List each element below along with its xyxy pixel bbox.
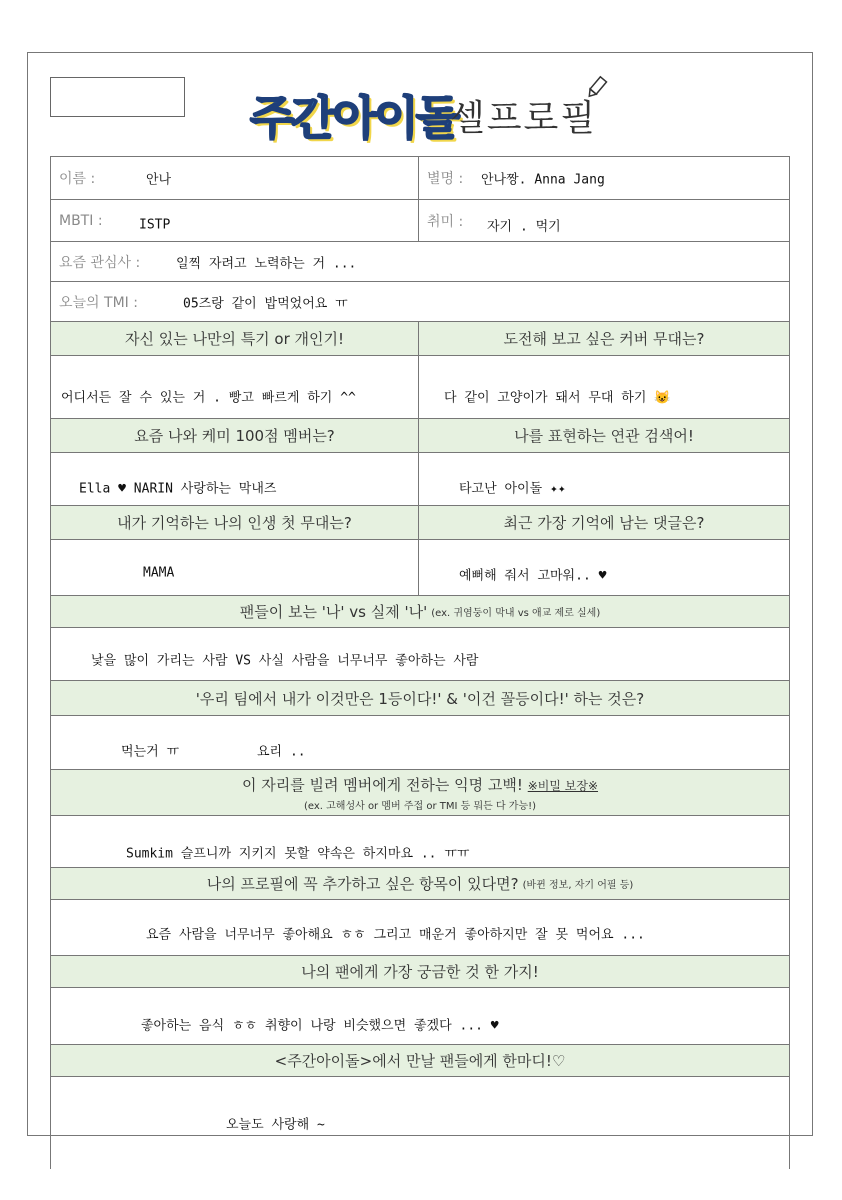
- question-row-8: [51, 956, 789, 988]
- question-row-2: [51, 419, 789, 453]
- answer-message: 오늘도 사랑해 ~: [226, 1117, 325, 1133]
- profile-form: [50, 156, 790, 1169]
- name-label: 이름 :: [59, 171, 96, 187]
- question-add-item-note: (바뀐 정보, 자기 어필 등): [522, 880, 634, 891]
- question-confession-note: ※비밀 보장※: [527, 778, 599, 793]
- nickname-label: 별명 :: [427, 171, 464, 187]
- hobby-value: 자기 . 먹기: [487, 219, 561, 235]
- row-mbti: [51, 200, 789, 242]
- photo-box: [50, 77, 185, 117]
- question-keyword: 나를 표현하는 연관 검색어!: [514, 427, 694, 445]
- question-confession-sub: (ex. 고해성사 or 멤버 주접 or TMI 등 뭐든 다 가능!): [303, 800, 537, 812]
- interest-label: 요즘 관심사 :: [59, 254, 141, 271]
- question-talent: 자신 있는 나만의 특기 or 개인기!: [124, 330, 345, 348]
- mbti-label: MBTI :: [59, 212, 103, 229]
- tmi-value: 05즈랑 같이 밥먹었어요 ㅠ: [183, 296, 348, 311]
- mbti-value: ISTP: [139, 217, 171, 233]
- header: [250, 80, 610, 150]
- answer-cover-stage: 다 같이 고양이가 돼서 무대 하기 😺: [444, 390, 671, 406]
- question-fan-vs-real-note: (ex. 귀염둥이 막내 vs 애교 제로 실세): [431, 608, 601, 619]
- answer-last: 요리 ..: [257, 744, 306, 760]
- row-tmi: [51, 282, 789, 322]
- name-value: 안나: [146, 172, 172, 188]
- question-fan-vs-real: 팬들이 보는 '나' vs 실제 '나': [239, 603, 428, 621]
- nickname-value: 안나짱. Anna Jang: [481, 172, 605, 188]
- answer-fan-curious: 좋아하는 음식 ㅎㅎ 취향이 나랑 비슷했으면 좋겠다 ... ♥: [141, 1018, 499, 1034]
- question-row-7: [51, 868, 789, 900]
- answer-row-1: [51, 356, 789, 419]
- question-first-last: '우리 팀에서 내가 이것만은 1등이다!' & '이건 꼴등이다!' 하는 것은?: [195, 689, 645, 708]
- question-comment: 최근 가장 기억에 남는 댓글은?: [503, 514, 705, 532]
- answer-row-7: [51, 900, 789, 956]
- question-row-6: [51, 770, 789, 816]
- answer-row-6: [51, 816, 789, 868]
- question-row-9: [51, 1045, 789, 1077]
- logo-title: 주간아이돌: [250, 91, 458, 145]
- interest-value: 일찍 자려고 노력하는 거 ...: [176, 256, 357, 271]
- question-row-1: [51, 322, 789, 356]
- answer-add-item: 요즘 사람을 너무너무 좋아해요 ㅎㅎ 그리고 매운거 좋아하지만 잘 못 먹어요 ...: [146, 927, 645, 943]
- pencil-icon: [584, 74, 610, 100]
- question-first-stage: 내가 기억하는 나의 인생 첫 무대는?: [117, 514, 352, 532]
- hobby-label: 취미 :: [427, 213, 464, 230]
- question-row-5: [51, 681, 789, 716]
- answer-first-stage: MAMA: [143, 565, 175, 581]
- answer-confession: Sumkim 슬프니까 지키지 못할 약속은 하지마요 .. ㅠㅠ: [126, 846, 470, 862]
- answer-talent: 어디서든 잘 수 있는 거 . 빵고 빠르게 하기 ^^: [61, 390, 356, 406]
- row-interest: [51, 242, 789, 282]
- answer-keyword: 타고난 아이돌 ✦✦: [459, 481, 566, 497]
- question-message: <주간아이돌>에서 만날 팬들에게 한마디!♡: [274, 1052, 566, 1070]
- answer-row-4: [51, 628, 789, 681]
- question-cover-stage: 도전해 보고 싶은 커버 무대는?: [503, 330, 705, 348]
- question-row-4: [51, 596, 789, 628]
- answer-chemistry: Ella ♥ NARIN 사랑하는 막내즈: [79, 481, 277, 497]
- question-add-item: 나의 프로필에 꼭 추가하고 싶은 항목이 있다면?: [206, 875, 519, 893]
- question-confession: 이 자리를 빌려 멤버에게 전하는 익명 고백!: [241, 775, 523, 794]
- answer-first: 먹는거 ㅠ: [121, 744, 180, 760]
- answer-row-5: [51, 716, 789, 770]
- logo-subtitle: 셀프로필: [450, 98, 598, 139]
- question-fan-curious: 나의 팬에게 가장 궁금한 것 한 가지!: [301, 963, 539, 981]
- answer-row-3: [51, 540, 789, 596]
- question-row-3: [51, 506, 789, 540]
- answer-comment: 예뻐해 줘서 고마워.. ♥: [459, 568, 607, 584]
- answer-fan-vs-real: 낯을 많이 가리는 사람 VS 사실 사람을 너무너무 좋아하는 사람: [91, 653, 479, 669]
- answer-row-9: [51, 1077, 789, 1169]
- answer-row-2: [51, 453, 789, 506]
- row-name: [51, 157, 789, 200]
- question-chemistry: 요즘 나와 케미 100점 멤버는?: [134, 427, 335, 445]
- tmi-label: 오늘의 TMI :: [59, 294, 138, 311]
- answer-row-8: [51, 988, 789, 1045]
